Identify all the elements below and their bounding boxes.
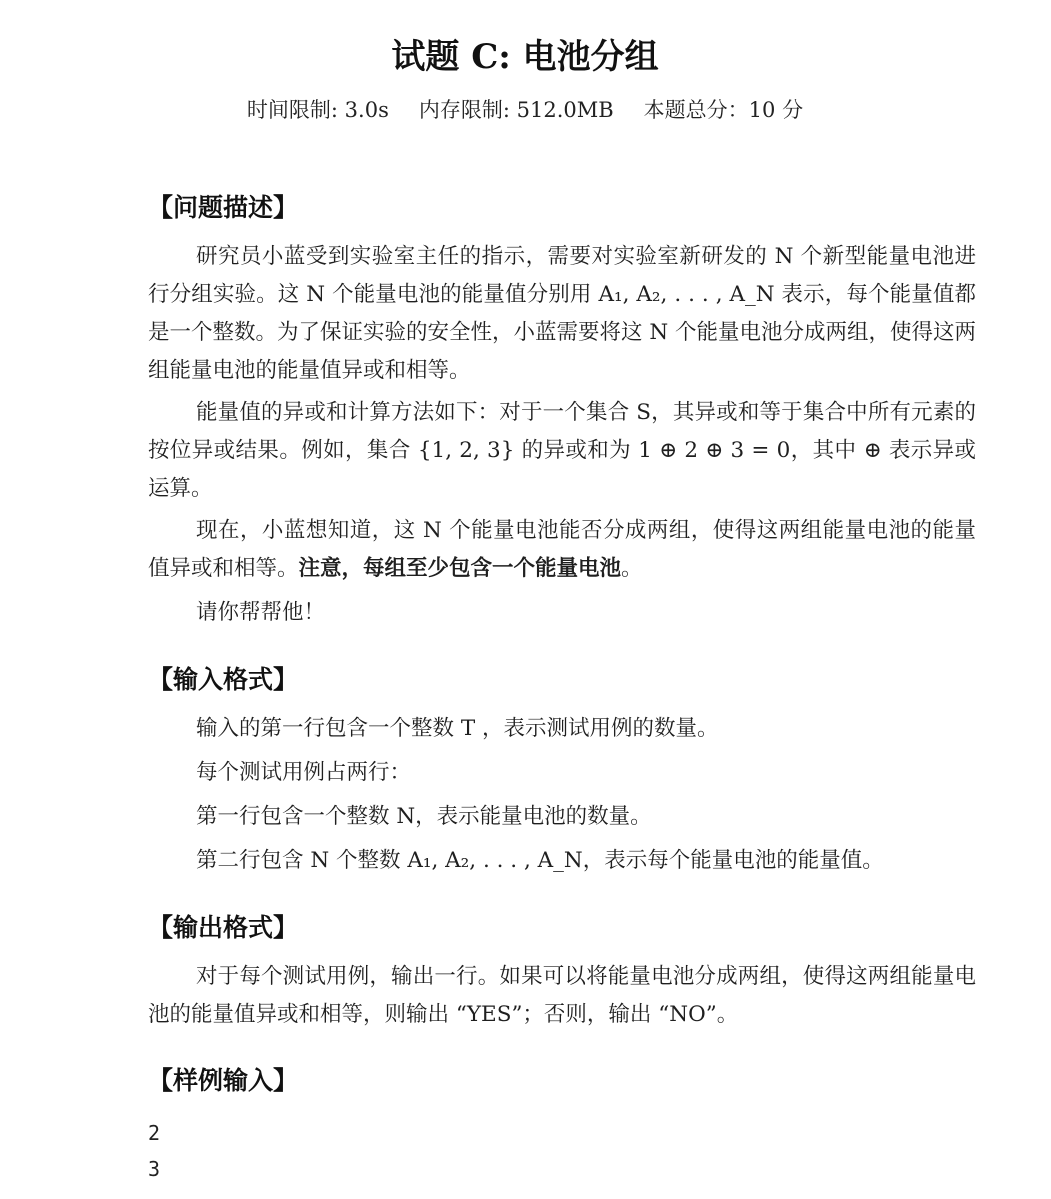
description-paragraph-3 [148, 512, 976, 588]
total-score: 本题总分：10 分 [643, 98, 804, 122]
time-limit: 时间限制: 3.0s [246, 98, 389, 122]
problem-title [0, 32, 1051, 82]
description-heading: 【问题描述】 [148, 193, 299, 222]
sample-input-heading: 【样例输入】 [148, 1066, 299, 1095]
title-name: 电池分组 [510, 37, 659, 77]
input-line-2: 每个测试用例占两行： [196, 760, 412, 785]
input-line-1: 输入的第一行包含一个整数 T ，表示测试用例的数量。 [196, 716, 719, 741]
description-paragraph-3-text: 现在，小蓝想知道，这 N 个能量电池能否分成两组，使得这两组能量电池的能量值异或和相等。 [148, 518, 976, 581]
input-heading: 【输入格式】 [148, 665, 299, 694]
input-line-4: 第二行包含 N 个整数 A₁, A₂, . . . , A_N，表示每个能量电池的能量值。 [196, 848, 884, 873]
description-paragraph-4: 请你帮帮他！ [196, 600, 326, 625]
description-paragraph-3-end: 。 [621, 556, 643, 581]
output-paragraph: 对于每个测试用例，输出一行。如果可以将能量电池分成两组，使得这两组能量电池的能量值异或和相等，则输出 “YES”；否则，输出 “NO”。 [148, 964, 976, 1027]
description-paragraph-3-note: 注意，每组至少包含一个能量电池 [298, 556, 622, 581]
output-heading: 【输出格式】 [148, 913, 299, 942]
input-line-3: 第一行包含一个整数 N，表示能量电池的数量。 [196, 804, 652, 829]
title-prefix: 试题 [391, 37, 472, 77]
title-code: C: [471, 37, 511, 77]
description-paragraph-2: 能量值的异或和计算方法如下：对于一个集合 S，其异或和等于集合中所有元素的按位异或结果。例如，集合 {1, 2, 3} 的异或和为 1 ⊕ 2 ⊕ 3 = 0，其中 ⊕ 表示异或运算。 [148, 400, 976, 501]
sample-input-line-1: 2 [148, 1121, 161, 1145]
description-paragraph-1: 研究员小蓝受到实验室主任的指示，需要对实验室新研发的 N 个新型能量电池进行分组实验。这 N 个能量电池的能量值分别用 A₁, A₂, . . . , A_N 表示，每个能量值都是一个整数。为了保证实验的安全性，小蓝需要将这 N 个能量电池分成两组，使得这两组能量电池的能量值异或和相等。 [148, 244, 976, 383]
sample-input-line-2: 3 [148, 1157, 161, 1181]
problem-limits [0, 94, 1051, 126]
memory-limit: 内存限制: 512.0MB [418, 98, 614, 122]
